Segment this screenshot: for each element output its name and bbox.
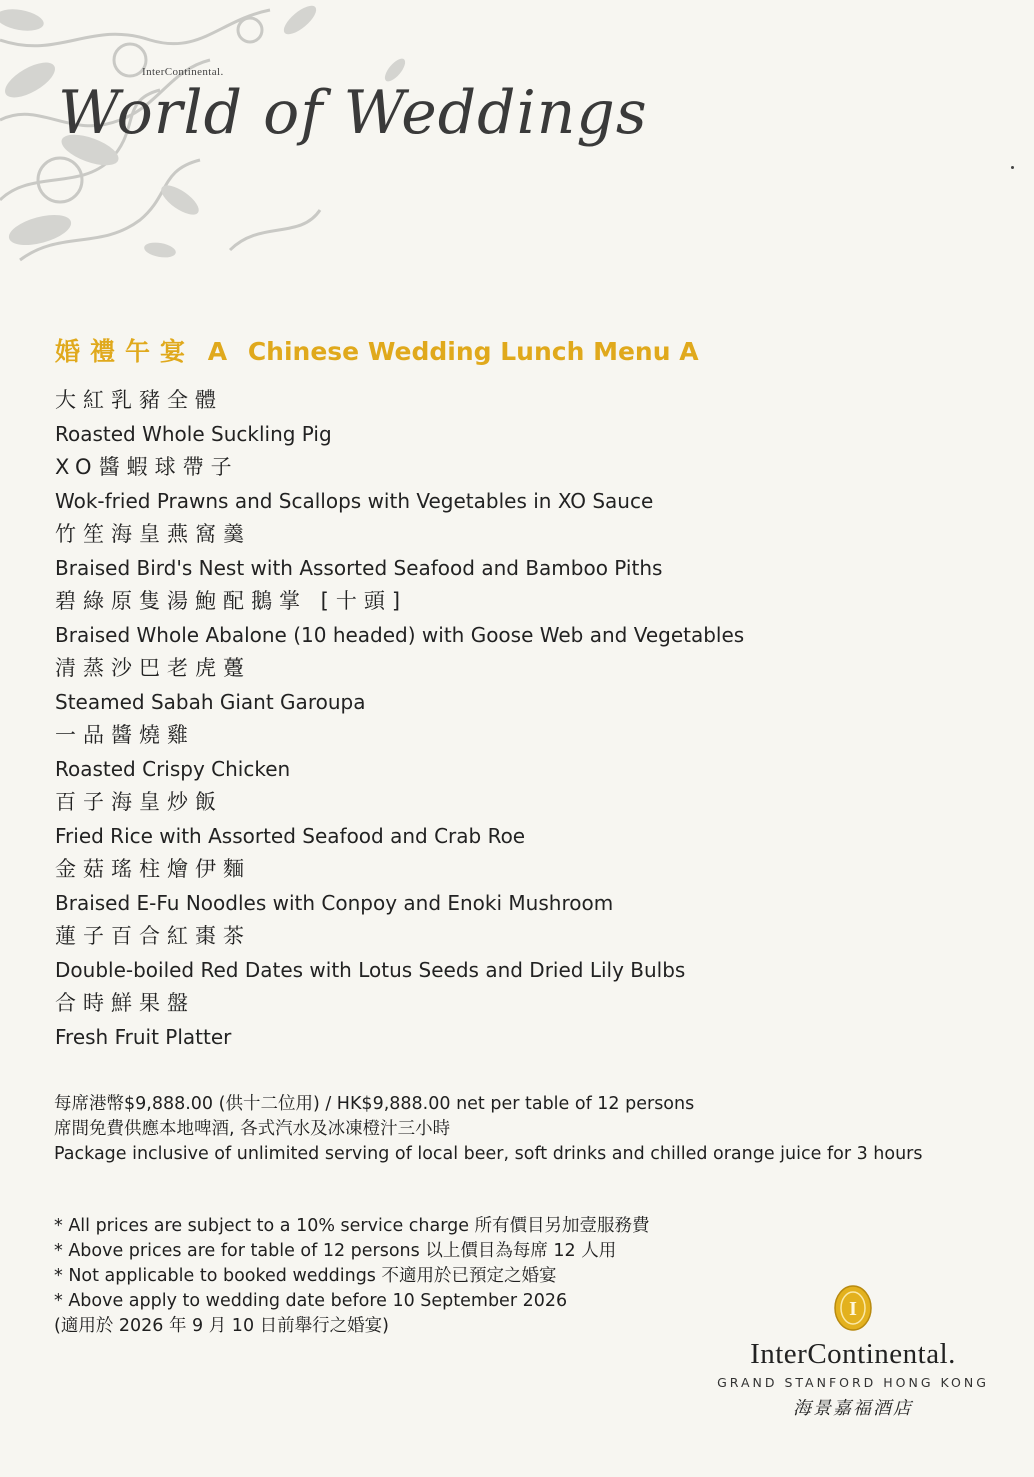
dish-item — [55, 988, 955, 1055]
dish-item — [55, 720, 955, 787]
price-block — [54, 1092, 934, 1167]
dish-item — [55, 921, 955, 988]
scan-dot — [1011, 166, 1014, 169]
note-line: (適用於 2026 年 9 月 10 日前舉行之婚宴) — [54, 1316, 389, 1336]
dish-name-en: Braised E-Fu Noodles with Conpoy and Enoki Mushroom — [55, 890, 614, 915]
dish-name-en: Braised Bird's Nest with Assorted Seafood and Bamboo Piths — [55, 555, 663, 580]
dish-item — [55, 519, 955, 586]
dish-name-zh: 大紅乳豬全體 — [55, 388, 223, 412]
emblem-letter: I — [849, 1298, 857, 1320]
dish-name-en: Wok-fried Prawns and Scallops with Vegetables in XO Sauce — [55, 488, 654, 513]
dish-name-en: Roasted Whole Suckling Pig — [55, 421, 332, 446]
menu-title-zh: 婚禮午宴 — [55, 337, 196, 366]
dish-name-en: Fried Rice with Assorted Seafood and Crab Roe — [55, 823, 526, 848]
logo-chinese-name: 海景嘉福酒店 — [793, 1398, 913, 1419]
intercontinental-emblem-icon — [833, 1284, 873, 1332]
world-of-weddings-script-title: World of Weddings — [58, 78, 648, 148]
dish-name-zh: 一品醬燒雞 — [55, 723, 195, 747]
menu-title-letter: A — [207, 337, 228, 366]
menu-title-en: Chinese Wedding Lunch Menu A — [247, 337, 699, 366]
dish-name-en: Roasted Crispy Chicken — [55, 756, 291, 781]
dish-name-zh: 金菇瑤柱燴伊麵 — [55, 857, 251, 881]
package-line-zh: 席間免費供應本地啤酒, 各式汽水及冰凍橙汁三小時 — [54, 1119, 451, 1139]
package-line-en: Package inclusive of unlimited serving of local beer, soft drinks and chilled orange juice for 3 hours — [54, 1144, 923, 1164]
dish-item — [55, 787, 955, 854]
dish-name-en: Fresh Fruit Platter — [55, 1024, 232, 1049]
dish-name-en: Braised Whole Abalone (10 headed) with Goose Web and Vegetables — [55, 622, 745, 647]
dish-item — [55, 586, 955, 653]
logo-subtitle: GRAND STANFORD HONG KONG — [717, 1375, 989, 1390]
logo-name: InterContinental. — [750, 1338, 956, 1370]
dish-item — [55, 653, 955, 720]
dish-name-zh: 百子海皇炒飯 — [55, 790, 223, 814]
note-line: * Not applicable to booked weddings 不適用於已預定之婚宴 — [54, 1266, 557, 1286]
dish-name-zh: 合時鮮果盤 — [55, 991, 195, 1015]
hotel-logo — [700, 1284, 1006, 1420]
menu-title — [55, 332, 699, 368]
dish-list — [55, 385, 955, 1055]
dish-name-zh: 清蒸沙巴老虎躉 — [55, 656, 251, 680]
dish-name-en: Steamed Sabah Giant Garoupa — [55, 689, 366, 714]
dish-item — [55, 385, 955, 452]
note-line: * Above prices are for table of 12 persons 以上價目為每席 12 人用 — [54, 1241, 617, 1261]
note-line: * Above apply to wedding date before 10 September 2026 — [54, 1291, 568, 1311]
dish-name-zh: 碧綠原隻湯鮑配鵝掌 [十頭] — [55, 589, 408, 613]
price-line: 每席港幣$9,888.00 (供十二位用) / HK$9,888.00 net per table of 12 persons — [54, 1094, 695, 1114]
dish-name-en: Double-boiled Red Dates with Lotus Seeds and Dried Lily Bulbs — [55, 957, 686, 982]
dish-item — [55, 854, 955, 921]
dish-name-zh: XO醬蝦球帶子 — [55, 455, 239, 479]
brand-small-label: InterContinental. — [142, 66, 224, 78]
terms-notes — [54, 1214, 754, 1339]
dish-item — [55, 452, 955, 519]
dish-name-zh: 蓮子百合紅棗茶 — [55, 924, 251, 948]
note-line: * All prices are subject to a 10% service charge 所有價目另加壹服務費 — [54, 1216, 650, 1236]
dish-name-zh: 竹笙海皇燕窩羹 — [55, 522, 251, 546]
